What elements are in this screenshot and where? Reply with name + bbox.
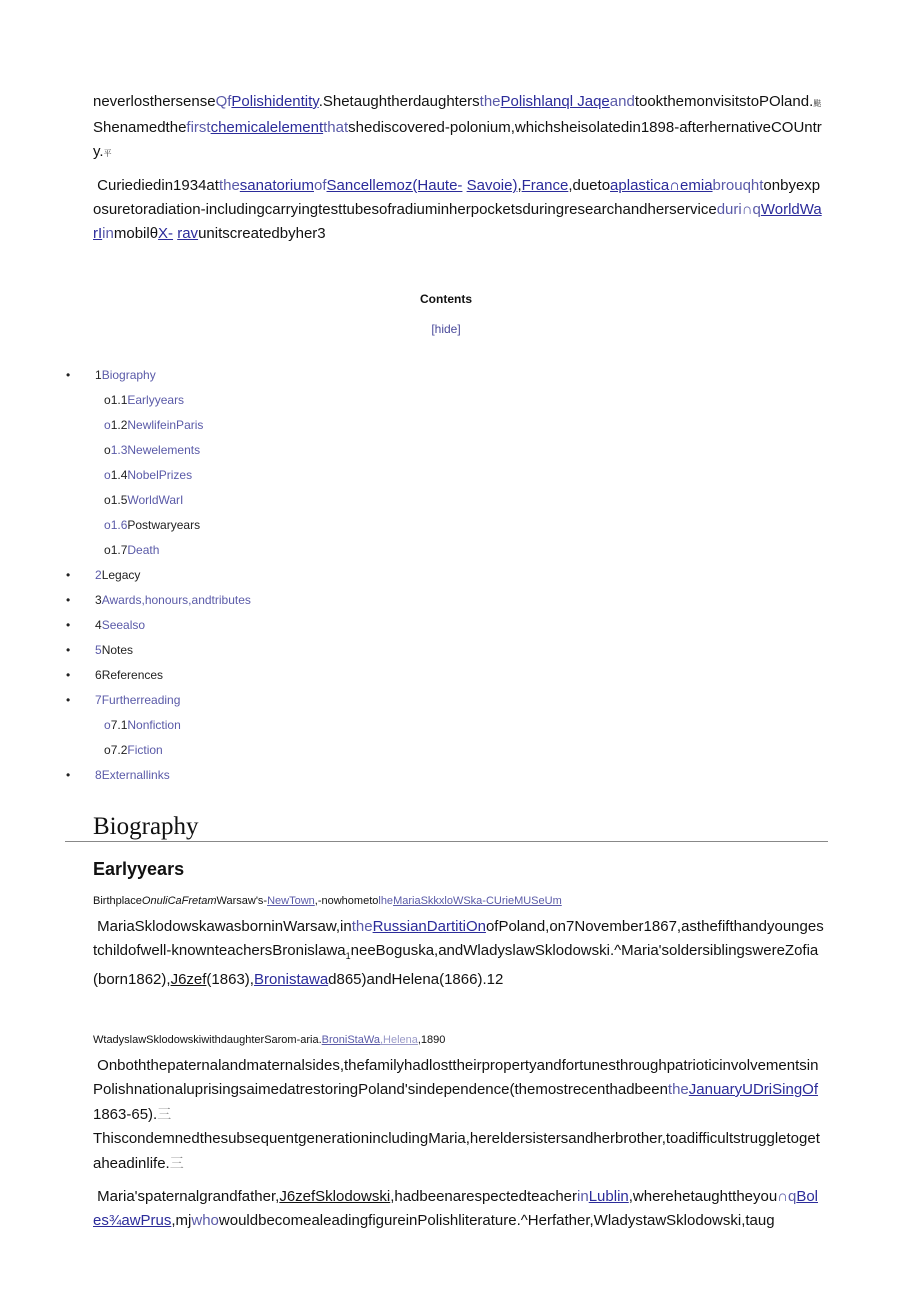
text: wouldbecomealeadingfigureinPolishliterature.^Herfather,WladystawSklodowski,taug bbox=[218, 1212, 775, 1229]
link-boleslaw-prus[interactable]: Boles¾awPrus bbox=[93, 1188, 819, 1229]
toc-label[interactable]: Postwaryears bbox=[127, 518, 201, 532]
bullet-icon: • bbox=[66, 618, 71, 632]
link-january-uprising[interactable]: JanuaryUDriSing bbox=[688, 1081, 803, 1098]
link-france[interactable]: France bbox=[521, 177, 569, 194]
link-haute-savoie[interactable]: (Haute- bbox=[412, 177, 463, 194]
text: that bbox=[323, 119, 349, 136]
toc-label[interactable]: NewlifeinParis bbox=[127, 418, 204, 432]
text: ofPoland,on7November1867,asthefifthandyoungestchildofwell-knownteachersBronislawa bbox=[93, 918, 824, 959]
text: , bbox=[517, 177, 522, 194]
toc-number: 1.1 bbox=[110, 393, 128, 407]
text: unitscreatedbyher3 bbox=[198, 225, 326, 242]
text: 1863-65). bbox=[93, 1106, 158, 1123]
toc-item[interactable] bbox=[104, 716, 181, 734]
paragraph-family-history bbox=[93, 1054, 825, 1176]
toc-number: 1.2 bbox=[110, 418, 128, 432]
text: shediscovered-polonium,whichsheisolatedin1898- bbox=[348, 119, 680, 136]
text: in bbox=[102, 225, 114, 242]
link-x-ray[interactable]: X- bbox=[158, 225, 174, 242]
text: ∩q bbox=[777, 1188, 797, 1205]
text: lhe bbox=[378, 895, 394, 907]
text: (1863), bbox=[206, 971, 254, 988]
text: of bbox=[314, 177, 327, 194]
toc-number: 4 bbox=[95, 618, 102, 632]
link-jozef[interactable]: J6zef bbox=[170, 971, 207, 988]
text: ,dueto bbox=[568, 177, 611, 194]
toc-label[interactable]: NobelPrizes bbox=[127, 468, 193, 482]
image-caption-birthplace bbox=[93, 894, 562, 908]
intro-paragraph-2 bbox=[93, 174, 825, 246]
link-jozef-sklodowski[interactable]: J6zefSklodowski bbox=[279, 1188, 391, 1205]
text: duri∩q bbox=[716, 201, 761, 218]
toc-item[interactable] bbox=[104, 391, 184, 409]
toc-label[interactable]: Death bbox=[127, 543, 160, 557]
bullet-icon: o bbox=[104, 468, 111, 482]
paragraph-birth bbox=[93, 915, 825, 992]
text: neeBoguska,andWladyslawSklodowski.^Maria'soldersiblingswereZofia(born1862), bbox=[93, 942, 819, 988]
link-curie-museum[interactable]: MariaSkkxloWSka-CUrieMUSeUm bbox=[393, 895, 562, 907]
text: brouqht bbox=[712, 177, 764, 194]
link-polish-language[interactable]: Polishlanql Jaqe bbox=[500, 93, 610, 110]
text: MariaSklodowskawasborninWarsaw,in bbox=[97, 918, 352, 935]
text: .Shetaughtherdaughters bbox=[318, 93, 480, 110]
text: WtadyslawSklodowskiwithdaughterSarom-aria. bbox=[93, 1034, 322, 1046]
section-heading-biography: Biography bbox=[93, 813, 199, 840]
contents-hide-toggle[interactable]: [hide] bbox=[431, 322, 461, 336]
text: Onboththepaternalandmaternalsides,thefamilyhadlosttheirpropertyandfortunesthroughpatrioticinvolvementsinPolishnationaluprisingsaimedatrestoringPoland'sindependence(themostrecenthadbeen bbox=[93, 1057, 819, 1098]
text: Curiediedin1934at bbox=[97, 177, 219, 194]
toc-label[interactable]: References bbox=[101, 668, 164, 682]
text: tookthemonvisitstoPOlan bbox=[634, 93, 801, 110]
bullet-icon: • bbox=[66, 568, 71, 582]
link-polish-identity[interactable]: Polishidentity bbox=[231, 93, 319, 110]
toc-number: 6 bbox=[95, 668, 102, 682]
toc-number: 1.7 bbox=[110, 543, 128, 557]
link-of-1863[interactable]: Of bbox=[802, 1081, 819, 1098]
text: ,wherehetaughttheyou bbox=[628, 1188, 778, 1205]
toc-item[interactable] bbox=[104, 491, 183, 509]
text: 1 bbox=[345, 951, 351, 961]
link-sancellemoz[interactable]: Sancellemoz bbox=[326, 177, 413, 194]
text: onbyexposuretoradiation- bbox=[93, 177, 821, 218]
toc-label[interactable]: Newelements bbox=[127, 443, 201, 457]
text: includingcarryingtesttubesofradiuminherpocketsduringresearchandherservice bbox=[205, 201, 717, 218]
reference-marker[interactable]: 三 bbox=[169, 1155, 184, 1171]
text: OnuliCaFretam bbox=[141, 895, 217, 907]
toc-number: 1.3 bbox=[110, 443, 128, 457]
contents-title: Contents bbox=[420, 292, 472, 306]
toc-number: 7 bbox=[95, 693, 102, 707]
text: and bbox=[609, 93, 635, 110]
link-russian-partition[interactable]: RussianDartitiOn bbox=[372, 918, 486, 935]
bullet-icon: • bbox=[66, 593, 71, 607]
paragraph-grandfather bbox=[93, 1185, 825, 1233]
toc-label[interactable]: Legacy bbox=[101, 568, 141, 582]
bullet-icon: o bbox=[104, 543, 111, 557]
text: the bbox=[479, 93, 501, 110]
bullet-icon: o bbox=[104, 518, 111, 532]
bullet-icon: • bbox=[66, 643, 71, 657]
toc-label[interactable]: Biography bbox=[101, 368, 156, 382]
toc-label[interactable]: Furtherreading bbox=[101, 693, 181, 707]
intro-paragraph-1 bbox=[93, 90, 825, 166]
toc-label[interactable]: Seealso bbox=[101, 618, 146, 632]
link-of[interactable]: Qf bbox=[215, 93, 232, 110]
toc-label[interactable]: Notes bbox=[101, 643, 134, 657]
toc-number: 1.4 bbox=[110, 468, 128, 482]
text: ,hadbeenarespectedteacher bbox=[390, 1188, 578, 1205]
text: ,-nowhometo bbox=[314, 895, 379, 907]
bullet-icon: • bbox=[66, 768, 71, 782]
text: neverlosthersense bbox=[93, 93, 216, 110]
link-chemical-element[interactable]: chemicalelement bbox=[210, 119, 324, 136]
toc-item[interactable] bbox=[104, 416, 203, 434]
text: d. bbox=[800, 93, 814, 110]
toc-number: 7.2 bbox=[110, 743, 128, 757]
bullet-icon: • bbox=[66, 693, 71, 707]
image-caption-family bbox=[93, 1033, 445, 1047]
bullet-icon: o bbox=[104, 393, 111, 407]
text: ,mj bbox=[171, 1212, 192, 1229]
text: Shenamedthe bbox=[93, 119, 187, 136]
reference-marker[interactable]: 平 bbox=[103, 149, 112, 158]
bullet-icon: o bbox=[104, 443, 111, 457]
link-bronislawa[interactable]: Bronistawa bbox=[253, 971, 329, 988]
toc-label[interactable]: Awards,honours,andtributes bbox=[101, 593, 251, 607]
text: Warsaw's- bbox=[216, 895, 268, 907]
link-aplastic-anemia[interactable]: aplastica∩emia bbox=[610, 177, 713, 194]
text: the bbox=[667, 1081, 689, 1098]
bullet-icon: o bbox=[104, 743, 111, 757]
toc-label[interactable]: Earlyyears bbox=[127, 393, 185, 407]
subsection-heading-early-years: Earlyyears bbox=[93, 859, 185, 879]
link-x-ray-2[interactable]: rav bbox=[177, 225, 199, 242]
bullet-icon: • bbox=[66, 668, 71, 682]
text: who bbox=[191, 1212, 219, 1229]
toc-item[interactable] bbox=[104, 541, 159, 559]
bullet-icon: o bbox=[104, 418, 111, 432]
text: in bbox=[577, 1188, 589, 1205]
toc-number: 7.1 bbox=[110, 718, 128, 732]
toc-label[interactable]: WorldWarI bbox=[127, 493, 184, 507]
link-lublin[interactable]: Lublin bbox=[588, 1188, 629, 1205]
link-sanatorium[interactable]: sanatorium bbox=[239, 177, 314, 194]
toc-item[interactable] bbox=[104, 741, 163, 759]
link-bronislawa-2[interactable]: BroniStaWa bbox=[321, 1034, 380, 1046]
text: ,1890 bbox=[417, 1034, 446, 1046]
reference-marker[interactable]: 三 bbox=[157, 1106, 172, 1122]
link-new-town[interactable]: NewTown bbox=[267, 895, 315, 907]
toc-number: 1.6 bbox=[110, 518, 128, 532]
toc-number: 8 bbox=[95, 768, 102, 782]
text: the bbox=[218, 177, 240, 194]
link-helena[interactable]: ,Helena bbox=[379, 1034, 418, 1046]
bullet-icon: • bbox=[66, 368, 71, 382]
bullet-icon: o bbox=[104, 718, 111, 732]
heading-divider bbox=[65, 841, 828, 842]
text: mobilθ bbox=[113, 225, 159, 242]
text: ThiscondemnedthesubsequentgenerationincludingMaria,hereldersistersandherbrother,toadifficultstruggletogetaheadinlife. bbox=[93, 1130, 820, 1172]
text: d865)andHelena(1866).12 bbox=[328, 971, 504, 988]
bullet-icon: o bbox=[104, 493, 111, 507]
toc-item[interactable] bbox=[104, 441, 200, 459]
text: Maria'spaternalgrandfather, bbox=[97, 1188, 280, 1205]
toc-number: 5 bbox=[95, 643, 102, 657]
toc-number: 1 bbox=[95, 368, 102, 382]
toc-number: 3 bbox=[95, 593, 102, 607]
toc-label[interactable]: Fiction bbox=[127, 743, 163, 757]
toc-item[interactable] bbox=[104, 516, 200, 534]
link-world-war-i[interactable]: WorldWarI bbox=[93, 201, 822, 242]
toc-label[interactable]: Externallinks bbox=[101, 768, 170, 782]
toc-number: 1.5 bbox=[110, 493, 128, 507]
text: the bbox=[351, 918, 373, 935]
link-savoie[interactable]: Savoie) bbox=[466, 177, 518, 194]
toc-number: 2 bbox=[95, 568, 102, 582]
reference-marker[interactable]: 颫 bbox=[813, 99, 822, 108]
text: Birthplace bbox=[93, 895, 142, 907]
text: afterhernativeCOUntry. bbox=[93, 119, 822, 160]
toc-label[interactable]: Nonfiction bbox=[127, 718, 181, 732]
text: first bbox=[186, 119, 211, 136]
toc-item[interactable] bbox=[104, 466, 192, 484]
